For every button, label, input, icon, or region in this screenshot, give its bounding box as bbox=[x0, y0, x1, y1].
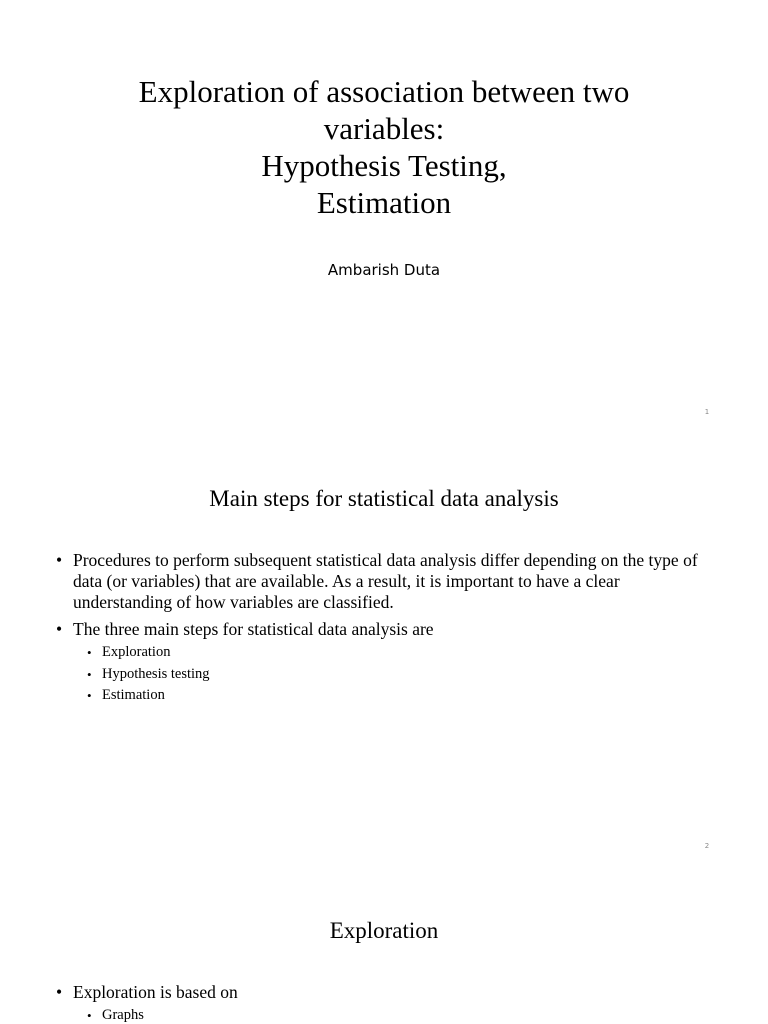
slide-title: Main steps for statistical data analysis bbox=[209, 486, 559, 511]
title-line: Estimation bbox=[316, 185, 452, 220]
slide-number: 2 bbox=[704, 842, 710, 850]
title-line: variables: bbox=[323, 111, 445, 146]
bullet-list bbox=[56, 982, 716, 1024]
bullet-item bbox=[56, 982, 716, 1024]
sub-bullet-item: • Estimation bbox=[73, 685, 716, 707]
bullet-list bbox=[56, 550, 716, 713]
sub-bullet-item: • Hypothesis testing bbox=[73, 664, 716, 686]
title-line: Hypothesis Testing, bbox=[261, 148, 507, 183]
bullet-item bbox=[56, 619, 716, 707]
author-name: Ambarish Duta bbox=[327, 261, 441, 279]
bullet-item bbox=[56, 550, 716, 613]
sub-bullet-list bbox=[73, 1005, 716, 1024]
bullet-text: Procedures to perform subsequent statistical data analysis differ depending on the type of data (or variables) that are available. As a result, it is important to have a clear understanding of how variables are classified. bbox=[73, 550, 698, 612]
bullet-text: The three main steps for statistical data analysis are bbox=[73, 619, 434, 639]
slide-number: 1 bbox=[704, 408, 710, 416]
slide-1 bbox=[0, 0, 768, 434]
sub-bullet-item: • Graphs bbox=[73, 1005, 716, 1024]
slide-3 bbox=[0, 868, 768, 1024]
title-line: Exploration of association between two bbox=[138, 74, 630, 109]
slide-2 bbox=[0, 434, 768, 868]
presentation-title bbox=[60, 73, 708, 221]
sub-bullet-item: • Exploration bbox=[73, 642, 716, 664]
sub-bullet-list bbox=[73, 642, 716, 707]
bullet-text: Exploration is based on bbox=[73, 982, 238, 1002]
slide-title: Exploration bbox=[329, 918, 439, 943]
